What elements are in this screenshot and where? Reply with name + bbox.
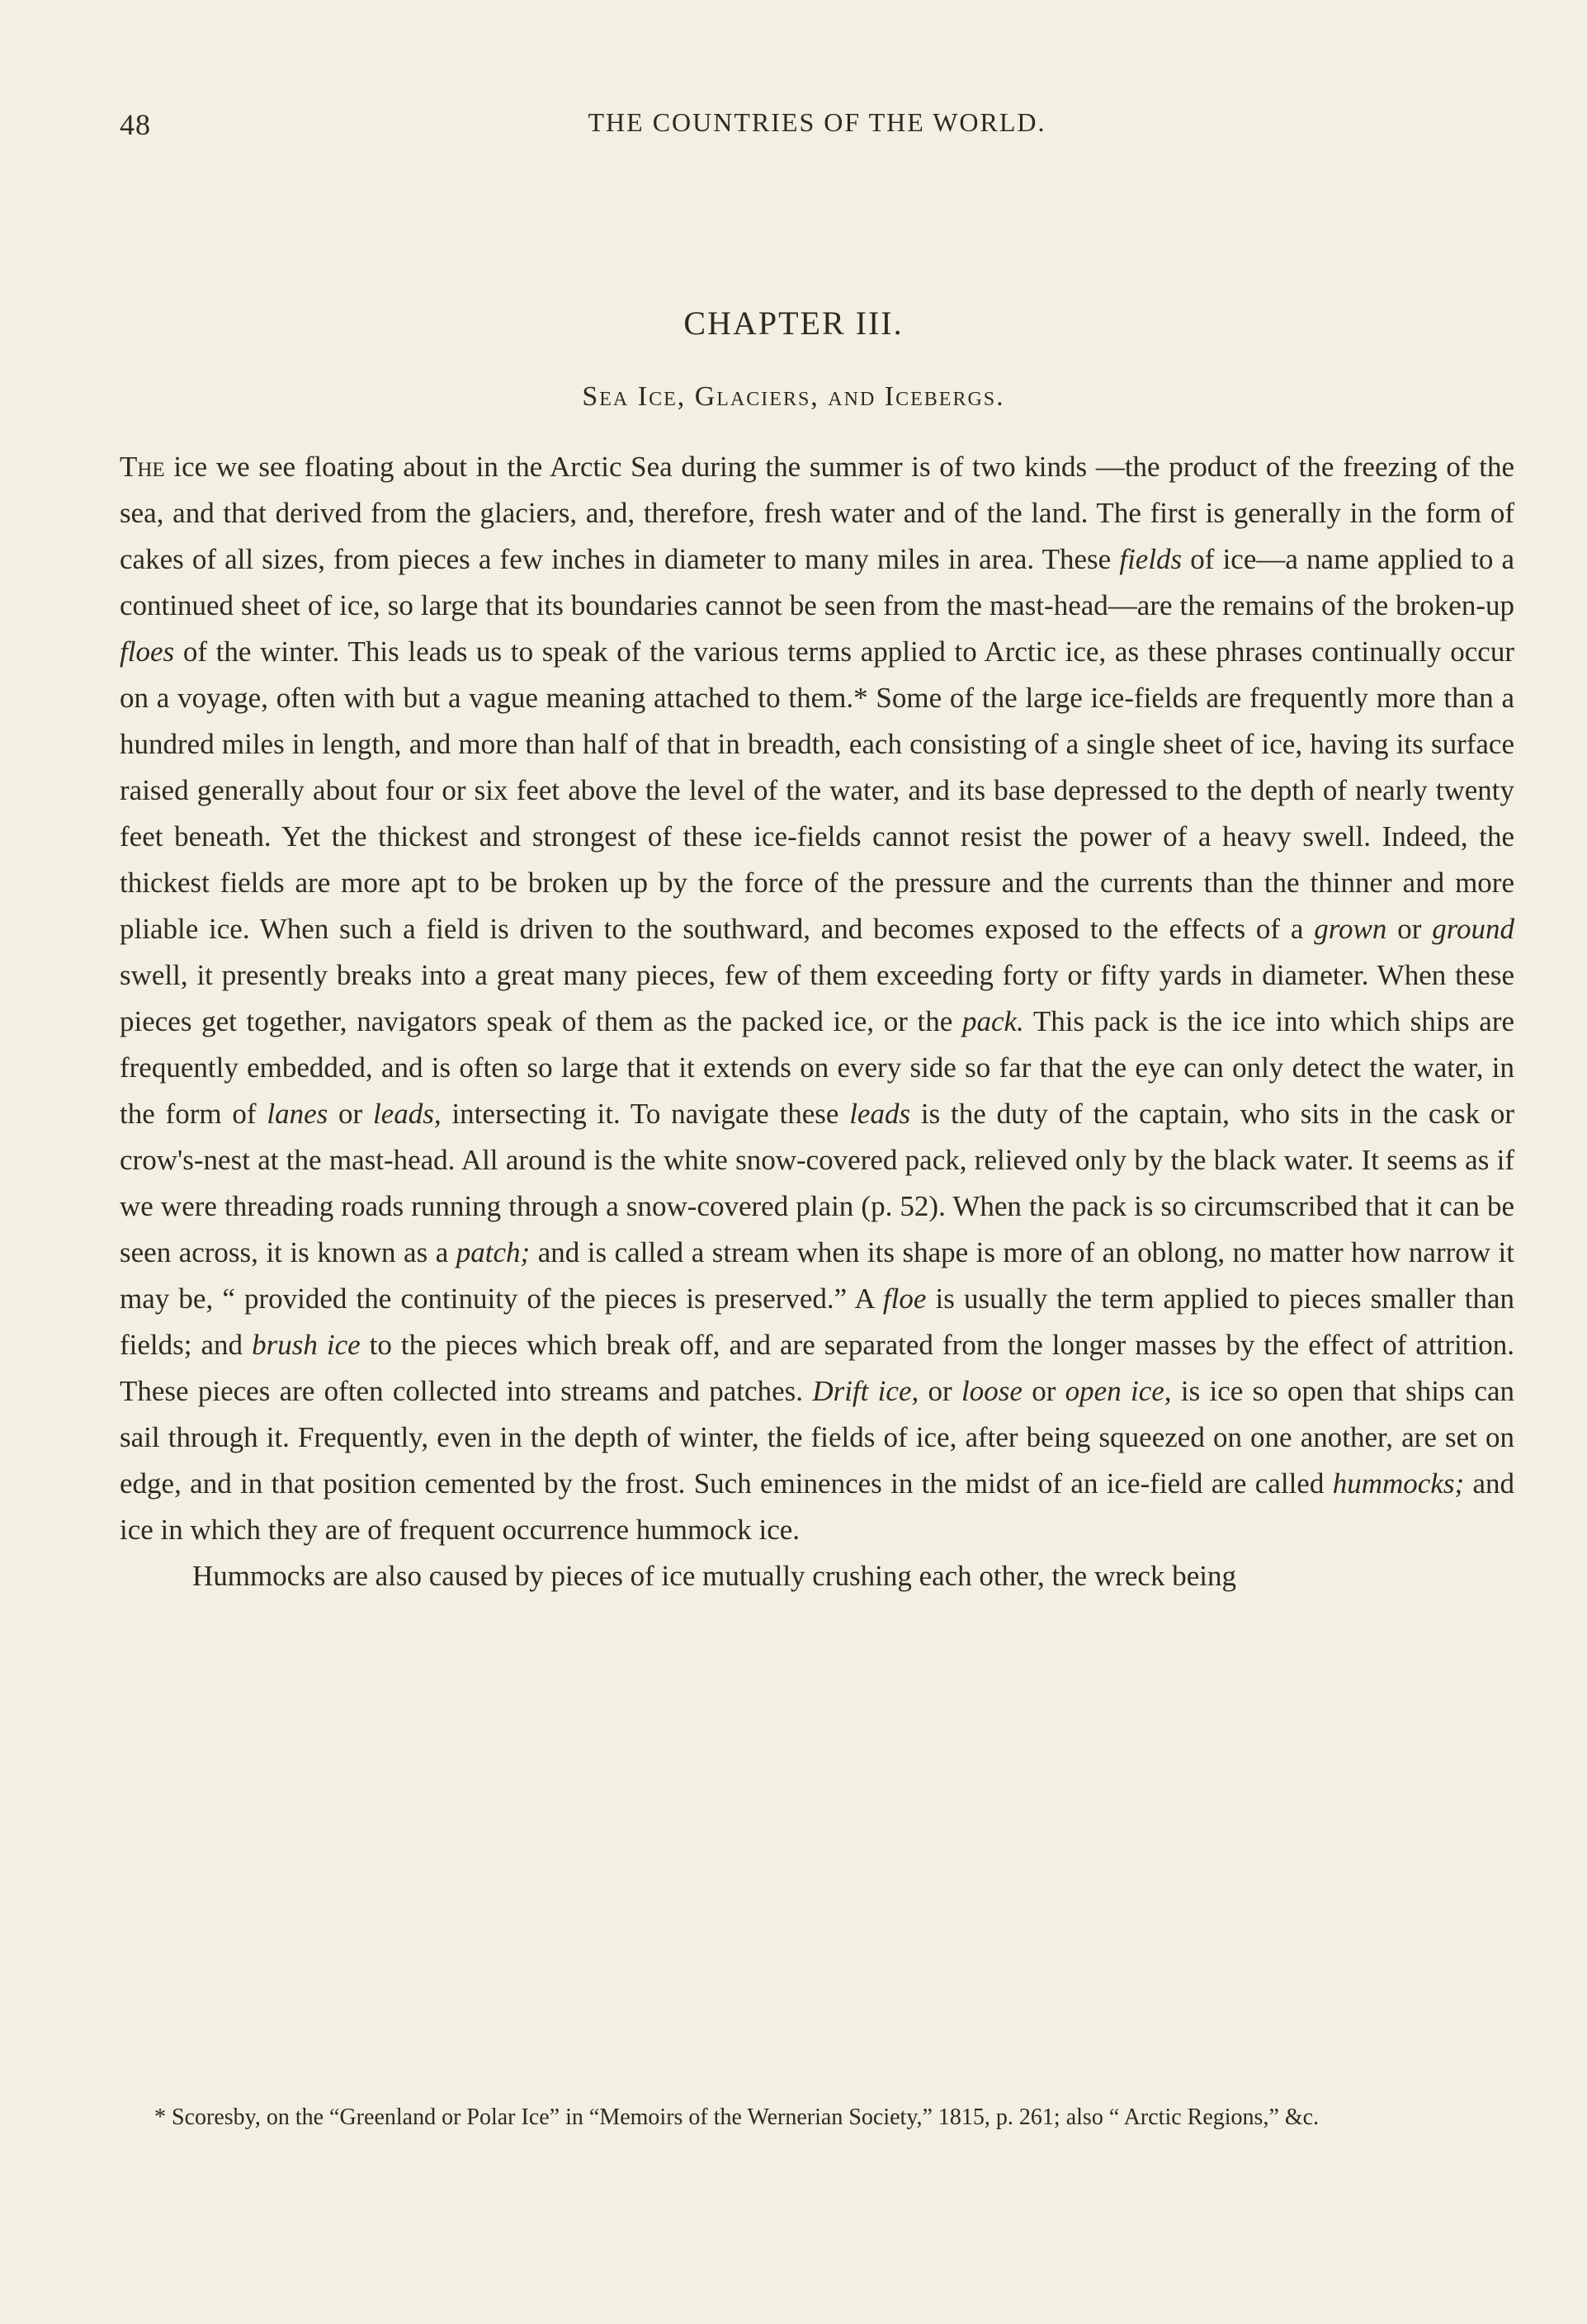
italic-term: fields [1119,543,1183,575]
text-run: is usually the term applied to pieces smaller than fields; and [120,1282,1515,1361]
text-run: ice we see floating about in the Arctic Sea during the summer is of two kinds —the product of the freezing of the sea, and that derived from the glaciers, and, therefore, fresh water and of the land. The first is generally in the form of cakes of all sizes, from pieces a few inches in diameter to many miles in area. These [120,451,1514,575]
italic-term: leads, [373,1098,442,1130]
text-run: swell, it presently breaks into a great many pieces, few of them exceeding forty or fifty yards in diameter. When these pieces get together, navigators speak of them as the packed ice, or the [120,959,1514,1037]
footnote [120,2101,1514,2134]
running-title: THE COUNTRIES OF THE WORLD. [588,107,1046,137]
text-run: of the winter. This leads us to speak of the various terms applied to Arctic ice, as these phrases continually occur on a voyage, often with but a vague meaning attached to them.* Some of the large ice-fields are frequently more than a hundred miles in length, and more than half of that in breadth, each consisting of a single sheet of ice, having its surface raised generally about four or six feet above the level of the water, and its base depressed to the depth of nearly twenty feet beneath. Yet the thickest and strongest of these ice-fields cannot resist the power of a heavy swell. Indeed, the thickest fields are more apt to be broken up by the force of the pressure and the currents than the thinner and more pliable ice. When such a field is driven to the southward, and becomes exposed to the effects of a [120,635,1514,945]
italic-term: hummocks; [1332,1467,1465,1500]
text-run: intersecting it. To navigate these [441,1098,850,1130]
italic-term: grown [1314,913,1387,945]
body-text [120,444,1514,1599]
section-title: Sea Ice, Glaciers, and Icebergs. [582,381,1005,412]
italic-term: lanes [267,1098,328,1130]
italic-term: loose [961,1375,1023,1407]
italic-term: open ice, [1065,1375,1172,1407]
italic-term: patch; [456,1236,531,1268]
italic-term: pack. [961,1005,1024,1037]
running-head [120,107,1514,149]
text-run: is the duty of the captain, who sits in the cask or crow's-nest at the mast-head. All around is the white snow-covered pack, relieved only by the black water. It seems as if we were threading roads running through a snow-covered plain (p. 52). When the pack is so circumscribed that it can be seen across, it is known as a [120,1098,1515,1268]
lead-word: The [120,451,165,483]
text-run: or [328,1098,374,1130]
text-run: to the pieces which break off, and are separated from the longer masses by the effect of attrition. These pieces are often collected into streams and patches. [120,1329,1514,1407]
text-run: and ice in which they are of frequent occurrence hummock ice. [120,1467,1514,1546]
page-number: 48 [120,108,151,141]
italic-term: brush ice [252,1329,361,1361]
paragraph-2: Hummocks are also caused by pieces of ice mutually crushing each other, the wreck being [192,1560,1236,1592]
text-run: This pack is the ice into which ships are frequently embedded, and is often so large that it extends on every side so far that the eye can only detect the water, in the form of [120,1005,1515,1130]
text-run: or [1386,913,1433,945]
text-run: and is called a stream when its shape is more of an oblong, no matter how narrow it may be, “ provided the continuity of the pieces is preserved.” A [120,1236,1514,1315]
italic-term: ground [1432,913,1515,945]
text-run: or [919,1375,961,1407]
paragraph-1 [120,444,1514,1553]
italic-term: floe [882,1282,927,1315]
italic-term: leads [849,1098,911,1130]
text-run: or [1022,1375,1065,1407]
footnote-text: * Scoresby, on the “Greenland or Polar Ice” in “Memoirs of the Wernerian Society,” 1815, p. 261; also “ Arctic Regions,” &c. [154,2104,1320,2130]
chapter-title: CHAPTER III. [683,305,904,342]
italic-term: floes [120,635,175,668]
text-run: of ice—a name applied to a continued sheet of ice, so large that its boundaries cannot be seen from the mast-head—are the remains of the broken-up [120,543,1514,621]
italic-term: Drift ice, [812,1375,919,1407]
text-run: is ice so open that ships can sail through it. Frequently, even in the depth of winter, the fields of ice, after being squeezed on one another, are set on edge, and in that position cemented by the frost. Such eminences in the midst of an ice-field are called [120,1375,1514,1500]
